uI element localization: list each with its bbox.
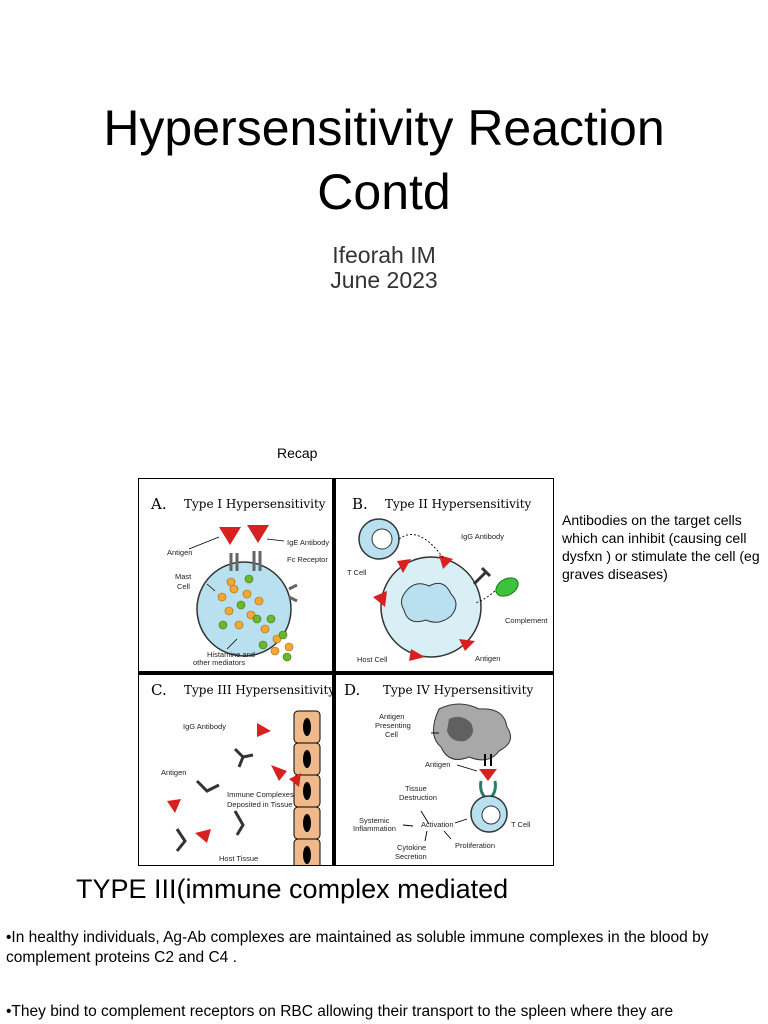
label-destruction: Destruction (399, 793, 437, 802)
igg-antibody-c (235, 749, 253, 767)
immune-complex-1 (197, 781, 219, 791)
hypersensitivity-diagram (139, 479, 554, 866)
side-note: Antibodies on the target cells which can inhibit (causing cell dysfxn ) or stimulate the cell (eg graves diseases) (562, 512, 760, 582)
title-line-2: Contd (317, 164, 451, 220)
panel-c-title: Type III Hypersensitivity (184, 683, 336, 697)
label-deposited-in-tissue: Deposited in Tissue (227, 800, 293, 809)
panel-b-letter: B. (352, 495, 368, 513)
label-t-cell-b: T Cell (347, 568, 367, 577)
panel-c-letter: C. (151, 681, 167, 699)
label-antigen-b: Antigen (475, 654, 501, 663)
immune-complex-3 (235, 811, 243, 835)
author-name: Ifeorah IM (332, 242, 436, 268)
label-presenting: Presenting (375, 721, 411, 730)
panel-type-3 (151, 681, 335, 866)
label-host-tissue: Host Tissue (219, 854, 259, 863)
t-cell-d-nucleus (482, 806, 500, 824)
panel-d-letter: D. (344, 681, 361, 699)
label-proliferation: Proliferation (455, 841, 496, 850)
immune-complex-2 (177, 829, 185, 851)
slide-subtitle (0, 243, 768, 293)
label-igg-antibody-b: IgG Antibody (461, 532, 504, 541)
host-cell-nucleus (402, 583, 457, 622)
igg-antibody-b (474, 568, 490, 584)
antigen-c4 (195, 829, 211, 843)
antigen-c1 (257, 723, 271, 737)
antigen-c2 (167, 799, 181, 813)
fc-receptor (289, 585, 297, 601)
label-igg-antibody-c: IgG Antibody (183, 722, 226, 731)
label-other-mediators: other mediators (193, 658, 246, 667)
label-antigen-a: Antigen (167, 548, 193, 557)
panel-b-title: Type II Hypersensitivity (385, 497, 532, 511)
presentation-date: June 2023 (330, 267, 438, 293)
panel-type-2 (347, 495, 548, 664)
panel-a-letter: A. (151, 495, 167, 513)
label-fc-receptor: Fc Receptor (287, 555, 328, 564)
label-activation: Activation (421, 820, 454, 829)
label-secretion: Secretion (395, 852, 427, 861)
bullet-point-2: •They bind to complement receptors on RBC allowing their transport to the spleen where they are (6, 1003, 674, 1020)
antigen-d (479, 769, 497, 781)
label-ige-antibody: IgE Antibody (287, 538, 330, 547)
antigen-a1 (219, 527, 241, 545)
label-tissue: Tissue (405, 784, 427, 793)
antigen-a2 (247, 525, 269, 543)
label-t-cell-d: T Cell (511, 820, 531, 829)
antigen-b3 (373, 591, 387, 607)
label-antigen-apc: Antigen (379, 712, 405, 721)
panel-type-4 (344, 681, 533, 861)
panel-a-title: Type I Hypersensitivity (184, 497, 326, 511)
label-cell: Cell (177, 582, 190, 591)
label-cell-d: Cell (385, 730, 398, 739)
section-heading: TYPE III(immune complex mediated (76, 874, 509, 904)
slide-title (0, 96, 768, 224)
recap-label: Recap (277, 445, 318, 461)
label-antigen-d: Antigen (425, 760, 451, 769)
bullet-point-1: •In healthy individuals, Ag-Ab complexes are maintained as soluble immune complexes in the blood by complement proteins C2 and C4 . (6, 929, 709, 966)
label-immune-complexes: Immune Complexes (227, 790, 294, 799)
t-cell-b-nucleus (372, 529, 392, 549)
hypersensitivity-figure (138, 478, 554, 866)
label-inflammation: Inflammation (353, 824, 396, 833)
label-host-cell: Host Cell (357, 655, 388, 664)
label-complement: Complement (505, 616, 548, 625)
complement (493, 574, 522, 600)
antigen-c3 (271, 765, 287, 781)
label-antigen-c: Antigen (161, 768, 187, 777)
panel-d-title: Type IV Hypersensitivity (383, 683, 534, 697)
panel-type-1 (150, 495, 329, 667)
label-cytokine: Cytokine (397, 843, 427, 852)
label-systemic: Systemic (359, 816, 390, 825)
label-mast: Mast (175, 572, 192, 581)
label-histamine: Histamine and (207, 650, 255, 659)
title-line-1: Hypersensitivity Reaction (103, 100, 665, 156)
